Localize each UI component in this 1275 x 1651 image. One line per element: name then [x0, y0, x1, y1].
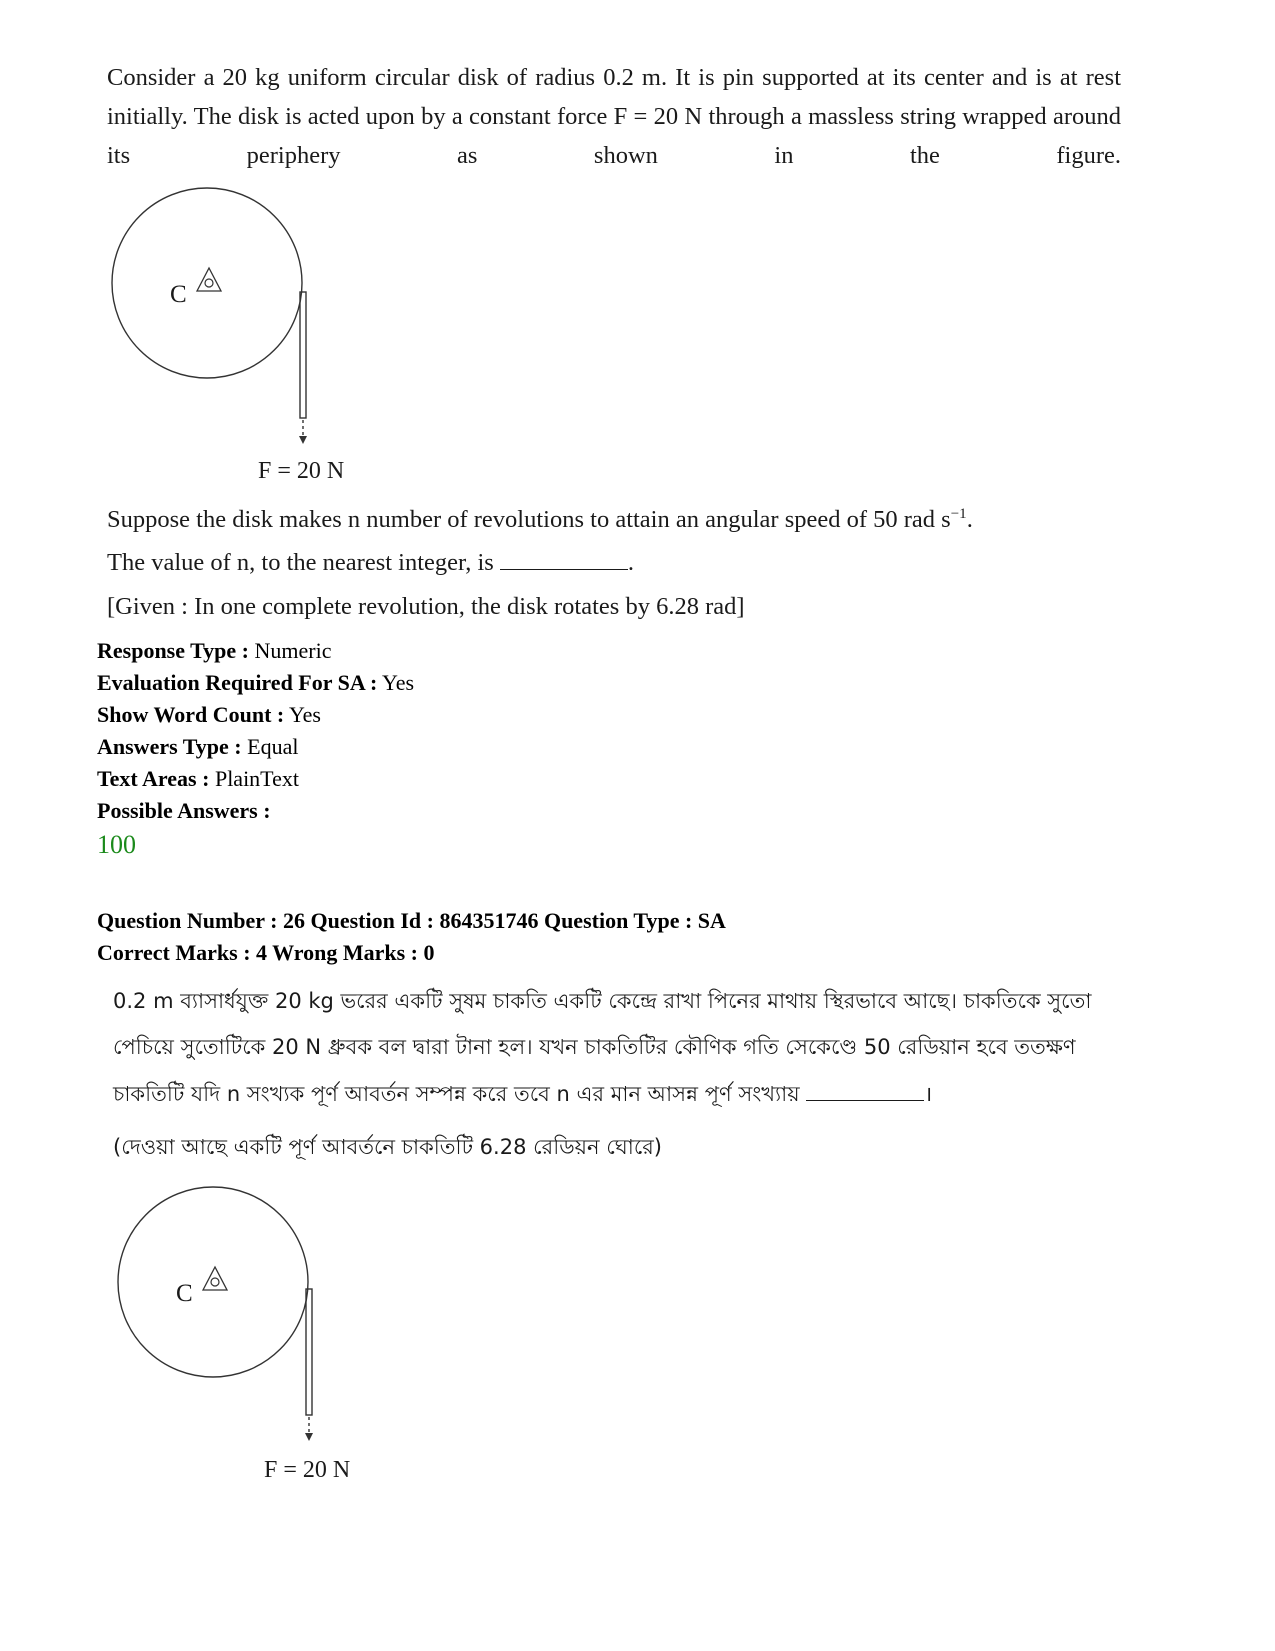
force-arrow-head — [299, 436, 307, 444]
q26-header-line2: Correct Marks : 4 Wrong Marks : 0 — [97, 940, 435, 965]
meta-answers-type: Answers Type : Equal — [97, 734, 299, 759]
q25-disk-figure — [100, 180, 340, 490]
possible-answer-value: 100 — [97, 830, 136, 859]
q26-bn-line3: চাকতিটি যদি n সংখ্যক পূর্ণ আবর্তন সম্পন্ন করে তবে n এর মান আসন্ন পূর্ণ সংখ্যায় । — [113, 1082, 933, 1106]
answer-blank — [500, 568, 628, 570]
meta-evaluation-required: Evaluation Required For SA : Yes — [97, 670, 415, 695]
q26-bn-line1: 0.2 m ব্যাসার্ধযুক্ত 20 kg ভরের একটি সুষম চাকতি একটি কেন্দ্রে রাখা পিনের মাথায় স্থিরভাবে আছে। চাকতিকে সুতো — [113, 989, 1092, 1013]
disk-circle — [118, 1187, 308, 1377]
pin-icon — [205, 279, 213, 287]
force-arrow-head — [305, 1433, 313, 1441]
disk-circle — [112, 188, 302, 378]
q26-header-line1: Question Number : 26 Question Id : 864351746 Question Type : SA — [97, 908, 726, 933]
meta-response-type: Response Type : Numeric — [97, 638, 332, 663]
q26-bn-line2: পেচিয়ে সুতোটিকে 20 N ধ্রুবক বল দ্বারা টানা হল। যখন চাকতিটির কৌণিক গতি সেকেণ্ডে 50 রেডিয়ান হবে ততক্ষণ — [113, 1035, 1076, 1059]
answer-blank-bn — [806, 1099, 924, 1101]
meta-text-areas: Text Areas : PlainText — [97, 766, 299, 791]
q25-question-line2: The value of n, to the nearest integer, is . — [107, 549, 635, 576]
q25-intro-paragraph: Consider a 20 kg uniform circular disk of radius 0.2 m. It is pin supported at its center and is at rest initially. The disk is acted upon by a constant force F = 20 N through a massless string wrapped around its periphery as shown in the figure. — [107, 64, 1121, 169]
meta-show-word-count: Show Word Count : Yes — [97, 702, 321, 727]
q25-given: [Given : In one complete revolution, the disk rotates by 6.28 rad] — [107, 593, 745, 620]
q26-disk-figure — [106, 1175, 346, 1485]
q26-bn-given: (দেওয়া আছে একটি পূর্ণ আবর্তনে চাকতিটি 6.28 রেডিয়ন ঘোরে) — [113, 1135, 662, 1159]
string — [300, 292, 306, 418]
q25-center-label: C — [170, 281, 187, 308]
q25-question-line1: Suppose the disk makes n number of revolutions to attain an angular speed of 50 rad $s^{-1}$. — [107, 506, 973, 534]
q26-force-label: F = 20 N — [264, 1457, 351, 1483]
q25-force-label: F = 20 N — [258, 458, 345, 484]
pin-icon — [211, 1278, 219, 1286]
meta-possible-answers: Possible Answers : — [97, 798, 271, 823]
q26-center-label: C — [176, 1280, 193, 1307]
string — [306, 1289, 312, 1415]
